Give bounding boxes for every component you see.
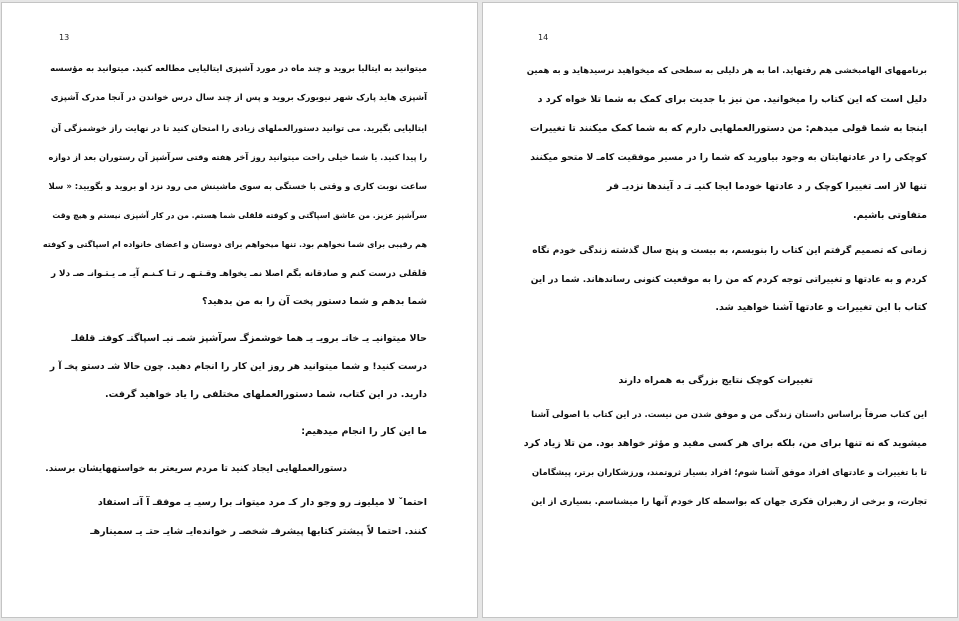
text-line: هم رقیبی برای شما نخواهم بود. تنها میخواهم برای دوستان و اعضای خانواده ام اسپاگتی و کوفته [42, 240, 427, 249]
text-line: حالا میتوانیـ یـ خانـ برویـ یـ هما خوشمزگـ سرآشپز شمـ نیـ اسپاگتـ کوفتـ قلقلـ [71, 333, 427, 344]
text-line: کنند. احتما لاً پیشتر کتابها پیشرفـ شخصـ ر خوانده‌ایـ شایـ حتـ یـ سمینارهـ [90, 526, 427, 537]
text-line: کوچکی را در عادتهایتان به وجود بیاورید که شما را در مسیر موفقیت کامـ لا متحو میکنند [530, 152, 927, 163]
page-number: 14 [538, 33, 549, 42]
page-number: 13 [59, 33, 70, 42]
text-line: شما بدهم و شما دستور پخت آن را به من بدهید؟ [202, 296, 427, 307]
text-line: دارید. در این کتاب، شما دستورالعملهای مختلفی را یاد خواهید گرفت. [105, 389, 427, 400]
text-line: تنها لاز اسـ تغییرا کوچک ر د عادتها خودما ایجا کنیـ تـ د آیندها نزدیـ فر [606, 181, 927, 192]
text-line: را پیدا کنید. یا شما خیلی راحت میتوانید روز آخر هفته وقتی سرآشپز آن رستوران بعد از دوازه [48, 152, 427, 162]
text-line: میتوانید به ایتالیا بروید و چند ماه در مورد آشپزی ایتالیایی مطالعه کنید. میتوانید به مؤسسه [50, 64, 427, 74]
text-line: تا با تغییرات و عادتهای افراد موفق آشنا شوم؛ افراد بسیار ثروتمند، ورزشکاران برتر، پیشگامان [531, 468, 927, 478]
text-line: ساعت نوبت کاری و وقتی با خستگی به سوی ماشینش می رود نزد او بروید و بگویید: « سلا [48, 182, 427, 192]
text-line: درست کنید! و شما میتوانید هر روز این کار را انجام دهید. چون حالا شـ دستو پخـ آ ر [49, 361, 427, 372]
text-line: سرآشپز عزیز. من عاشق اسپاگتی و کوفته قلقلی شما هستم. من در کار آشپزی نیستم و هیچ وقت [52, 211, 427, 220]
text-line: میشوید که نه تنها برای من، بلکه برای هر کسی مفید و مؤثر خواهد بود. من تلا زیاد کرد [523, 438, 927, 449]
text-line: احتماˇ لا میلیونـ رو وجو دار کـ مرد میتوانـ برا رسیـ یـ موفقـ آ آنـ استفاد [97, 497, 427, 508]
text-line: اینجا به شما قولی میدهم: من دستورالعملهایی دارم که به شما کمک میکنند تا تغییرات [529, 123, 927, 134]
page-13 [1, 2, 478, 618]
page-14 [482, 2, 958, 618]
text-line: برنامههای الهامبخشی هم رفتهاید. اما به هر دلیلی به سطحی که میخواهید نرسیدهاید و به همین [526, 66, 927, 76]
section-line: دستورالعملهایی ایجاد کنید تا مردم سریعتر به خواستههایشان برسند. [45, 464, 347, 474]
text-line: آشپزی هاید پارک شهر نیویورک بروید و پس از چند سال درس خواندن در آنجا مدرک آشپزی [50, 93, 427, 103]
text-line: دلیل است که این کتاب را میخوانید. من نیز با جدیت برای کمک به شما تلا خواه کرد د [537, 94, 927, 105]
text-line: این کتاب صرفاً براساس داستان زندگی من و موفق شدن من نیست. در این کتاب با اصولی آشنا [531, 410, 927, 420]
text-line: ما این کار را انجام میدهیم: [301, 426, 427, 437]
text-line: قلقلی درست کنم و صادقانه بگم اصلا نمـ یخواهـ وقـتـهـ ر تـا کـنـم آیـ مـ یـتـوانـ صـ دلا ر [50, 269, 427, 279]
text-line: ایتالیایی بگیرید. می توانید دستورالعملهای زیادی را امتحان کنید تا در نهایت راز خوشمزگی آن [51, 123, 427, 133]
text-line: کردم و به عادتها و تغییراتی توجه کردم که من را به موقعیت کنونی رساندهاند. شما در این [530, 275, 927, 285]
text-line: زمانی که تصمیم گرفتم این کتاب را بنویسم، به بیست و پنج سال گذشته زندگی خودم نگاه [532, 246, 927, 256]
section-heading: تغییرات کوچک نتایج بزرگی به همراه دارند [618, 375, 813, 386]
text-line: تجارت، و برخی از رهبران فکری جهان که بواسطه کار خودم آنها را میشناسم. بسیاری از این [531, 497, 927, 507]
text-line: متفاوتی باشیم. [853, 210, 927, 221]
text-line: کتاب با این تغییرات و عادتها آشنا خواهید شد. [715, 302, 927, 313]
